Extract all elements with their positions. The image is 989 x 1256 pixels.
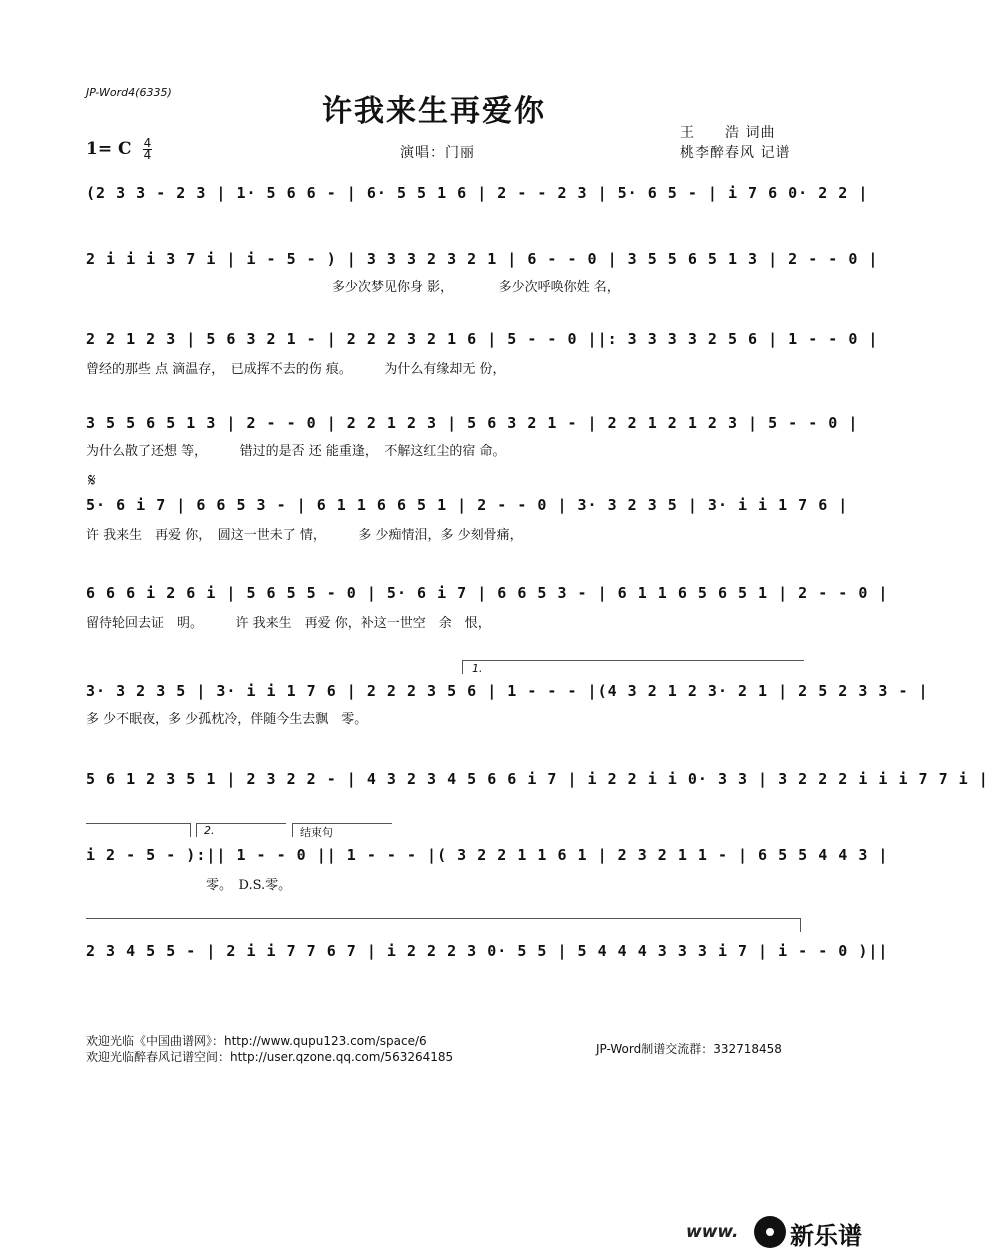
ending-bracket-2 <box>86 918 800 919</box>
watermark-logo <box>686 1214 882 1250</box>
lyrics-line-4: 为什么散了还想 等， 错过的是否 还 能重逢， 不解这红尘的宿 命。 <box>86 444 506 459</box>
score-line-1: (2 3 3 - 2 3 | 1· 5 6 6 - | 6· 5 5 1 6 | 2 - - 2 3 | 5· 6 5 - | i 7 6 0· 2 2 | <box>86 184 869 202</box>
song-title: 许我来生再爱你 <box>322 94 546 129</box>
score-line-7: 3· 3 2 3 5 | 3· i i 1 7 6 | 2 2 2 3 5 6 | 1 - - - |(4 3 2 1 2 3· 2 1 | 2 5 2 3 3 - | <box>86 682 929 700</box>
transcriber-credit: 桃李醉春风 记谱 <box>680 145 791 161</box>
time-bottom: 4 <box>143 148 152 162</box>
score-line-5: 5· 6 i 7 | 6 6 5 3 - | 6 1 1 6 6 5 1 | 2 - - 0 | 3· 3 2 3 5 | 3· i i 1 7 6 | <box>86 496 849 514</box>
ending-bracket-2-end <box>800 918 801 932</box>
segno-mark: 𝄋 <box>88 470 96 491</box>
lyrics-line-6: 留待轮回去证 明。 许 我来生 再爱 你，补这一世空 余 恨， <box>86 616 491 631</box>
score-line-8: 5 6 1 2 3 5 1 | 2 3 2 2 - | 4 3 2 3 4 5 6 6 i 7 | i 2 2 i i 0· 3 3 | 3 2 2 2 i i i 7 7 i | <box>86 770 989 788</box>
volta-1-bracket-end <box>190 823 191 837</box>
volta-1-bracket <box>462 660 804 661</box>
volta-2-label: 2. <box>204 824 215 837</box>
footer-link-1[interactable]: 欢迎光临《中国曲谱网》：http://www.qupu123.com/space/6 <box>86 1034 427 1048</box>
watermark-brand: 新乐谱 <box>790 1222 862 1250</box>
score-line-2: 2 i i i 3 7 i | i - 5 - ) | 3 3 3 2 3 2 1 | 6 - - 0 | 3 5 5 6 5 1 3 | 2 - - 0 | <box>86 250 879 268</box>
ending-label: 结束句 <box>300 826 333 839</box>
time-top: 4 <box>143 136 152 150</box>
key-text: 1= C <box>86 139 132 159</box>
volta-2-bracket-start <box>196 823 197 837</box>
lyrics-line-5: 许 我来生 再爱 你， 圆这一世未了 情， 多 少痴情泪，多 少刻骨痛， <box>86 528 523 543</box>
singer-credit: 演唱：门丽 <box>400 145 475 161</box>
lyrics-line-2: 多少次梦见你身 影， 多少次呼唤你姓 名， <box>332 280 620 295</box>
time-signature <box>143 138 153 161</box>
score-line-6: 6 6 6 i 2 6 i | 5 6 5 5 - 0 | 5· 6 i 7 | 6 6 5 3 - | 6 1 1 6 5 6 5 1 | 2 - - 0 | <box>86 584 889 602</box>
volta-1-continuation <box>86 823 190 824</box>
composer-credit: 王 浩 词曲 <box>680 125 776 141</box>
ending-bracket-start <box>292 823 293 837</box>
lyrics-line-3: 曾经的那些 点 滴温存， 已成挥不去的伤 痕。 为什么有缘却无 份， <box>86 362 506 377</box>
record-icon <box>754 1216 786 1248</box>
lyrics-line-7: 多 少不眠夜，多 少孤枕冷，伴随今生去飘 零。 <box>86 712 368 727</box>
volta-1-label: 1. <box>472 662 483 675</box>
volta-1-bracket-start <box>462 660 463 674</box>
key-signature <box>86 138 152 161</box>
score-line-3: 2 2 1 2 3 | 5 6 3 2 1 - | 2 2 2 3 2 1 6 | 5 - - 0 ||: 3 3 3 3 2 5 6 | 1 - - 0 | <box>86 330 879 348</box>
score-line-4: 3 5 5 6 5 1 3 | 2 - - 0 | 2 2 1 2 3 | 5 6 3 2 1 - | 2 2 1 2 1 2 3 | 5 - - 0 | <box>86 414 859 432</box>
watermark-prefix: www. <box>686 1222 739 1242</box>
software-version: JP-Word4(6335) <box>86 86 172 99</box>
footer-group: JP-Word制谱交流群：332718458 <box>596 1042 782 1056</box>
footer-link-2[interactable]: 欢迎光临醉春风记谱空间：http://user.qzone.qq.com/563264185 <box>86 1050 454 1064</box>
score-line-10: 2 3 4 5 5 - | 2 i i 7 7 6 7 | i 2 2 2 3 0· 5 5 | 5 4 4 4 3 3 3 i 7 | i - - 0 )|| <box>86 942 889 960</box>
score-line-9: i 2 - 5 - ):|| 1 - - 0 || 1 - - - |( 3 2 2 1 1 6 1 | 2 3 2 1 1 - | 6 5 5 4 4 3 | <box>86 846 889 864</box>
lyrics-line-9: 零。 D.S.零。 <box>206 878 292 893</box>
